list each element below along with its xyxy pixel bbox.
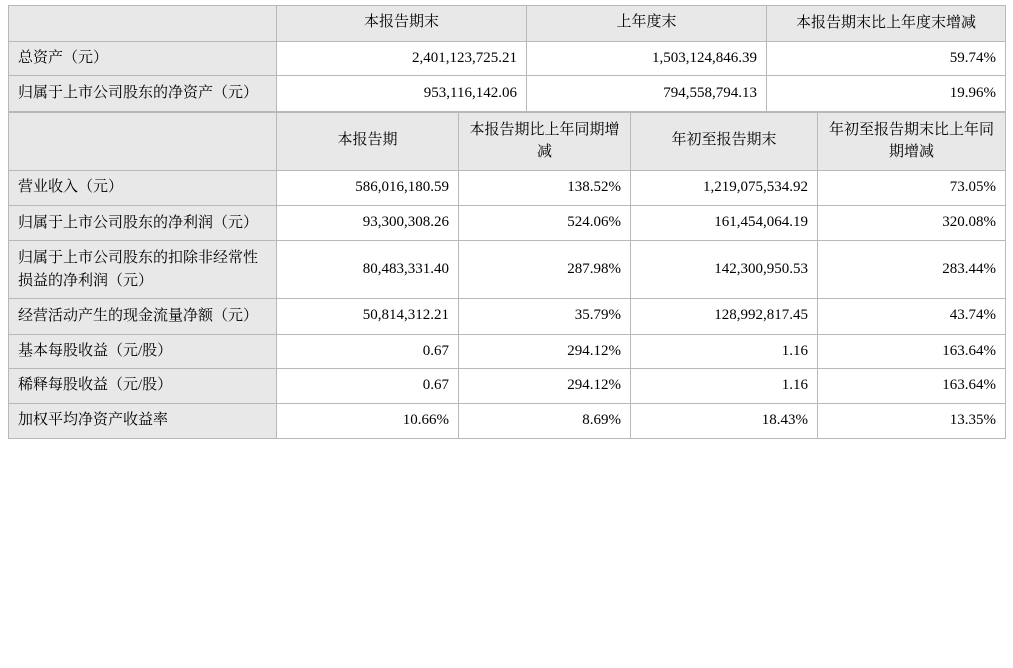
table-row [9,404,1006,439]
income-header-current-period: 本报告期 [277,112,459,170]
assets-header-current-period-end: 本报告期末 [277,6,527,42]
assets-table [8,5,1006,112]
cell-revenue-yoy: 138.52% [459,170,631,205]
cell-net-assets-current: 953,116,142.06 [277,76,527,112]
row-label-roe: 加权平均净资产收益率 [9,404,277,439]
cell-operating-cashflow-ytd-yoy: 43.74% [818,299,1006,335]
cell-total-assets-current: 2,401,123,725.21 [277,41,527,76]
cell-net-assets-change: 19.96% [767,76,1006,112]
cell-revenue-ytd-yoy: 73.05% [818,170,1006,205]
row-label-total-assets: 总资产（元） [9,41,277,76]
income-header-blank [9,112,277,170]
cell-roe-yoy: 8.69% [459,404,631,439]
cell-revenue-current: 586,016,180.59 [277,170,459,205]
row-label-net-profit-deducted: 归属于上市公司股东的扣除非经常性损益的净利润（元） [9,241,277,299]
table-row [9,205,1006,241]
cell-operating-cashflow-ytd: 128,992,817.45 [631,299,818,335]
cell-net-profit-ytd-yoy: 320.08% [818,205,1006,241]
cell-basic-eps-yoy: 294.12% [459,334,631,369]
cell-revenue-ytd: 1,219,075,534.92 [631,170,818,205]
table-header-row [9,112,1006,170]
income-table [8,112,1006,439]
table-row [9,76,1006,112]
table-row [9,369,1006,404]
row-label-operating-cashflow: 经营活动产生的现金流量净额（元） [9,299,277,335]
table-row [9,170,1006,205]
cell-basic-eps-ytd-yoy: 163.64% [818,334,1006,369]
cell-roe-ytd: 18.43% [631,404,818,439]
table-row [9,41,1006,76]
cell-diluted-eps-ytd: 1.16 [631,369,818,404]
row-label-diluted-eps: 稀释每股收益（元/股） [9,369,277,404]
cell-diluted-eps-ytd-yoy: 163.64% [818,369,1006,404]
income-header-ytd-yoy: 年初至报告期末比上年同期增减 [818,112,1006,170]
cell-operating-cashflow-yoy: 35.79% [459,299,631,335]
cell-roe-current: 10.66% [277,404,459,439]
cell-total-assets-change: 59.74% [767,41,1006,76]
cell-basic-eps-current: 0.67 [277,334,459,369]
row-label-net-profit: 归属于上市公司股东的净利润（元） [9,205,277,241]
table-row [9,334,1006,369]
cell-roe-ytd-yoy: 13.35% [818,404,1006,439]
cell-total-assets-prior: 1,503,124,846.39 [527,41,767,76]
cell-net-profit-deducted-ytd: 142,300,950.53 [631,241,818,299]
cell-net-profit-deducted-current: 80,483,331.40 [277,241,459,299]
income-header-ytd: 年初至报告期末 [631,112,818,170]
cell-net-profit-deducted-yoy: 287.98% [459,241,631,299]
cell-net-profit-current: 93,300,308.26 [277,205,459,241]
row-label-basic-eps: 基本每股收益（元/股） [9,334,277,369]
table-row [9,241,1006,299]
cell-net-profit-yoy: 524.06% [459,205,631,241]
cell-diluted-eps-yoy: 294.12% [459,369,631,404]
table-header-row [9,6,1006,42]
table-row [9,299,1006,335]
cell-diluted-eps-current: 0.67 [277,369,459,404]
cell-net-profit-deducted-ytd-yoy: 283.44% [818,241,1006,299]
cell-net-profit-ytd: 161,454,064.19 [631,205,818,241]
income-header-period-yoy: 本报告期比上年同期增减 [459,112,631,170]
cell-net-assets-prior: 794,558,794.13 [527,76,767,112]
cell-operating-cashflow-current: 50,814,312.21 [277,299,459,335]
assets-header-blank [9,6,277,42]
row-label-revenue: 营业收入（元） [9,170,277,205]
assets-header-prior-year-end: 上年度末 [527,6,767,42]
assets-header-change: 本报告期末比上年度末增减 [767,6,1006,42]
cell-basic-eps-ytd: 1.16 [631,334,818,369]
row-label-net-assets: 归属于上市公司股东的净资产（元） [9,76,277,112]
